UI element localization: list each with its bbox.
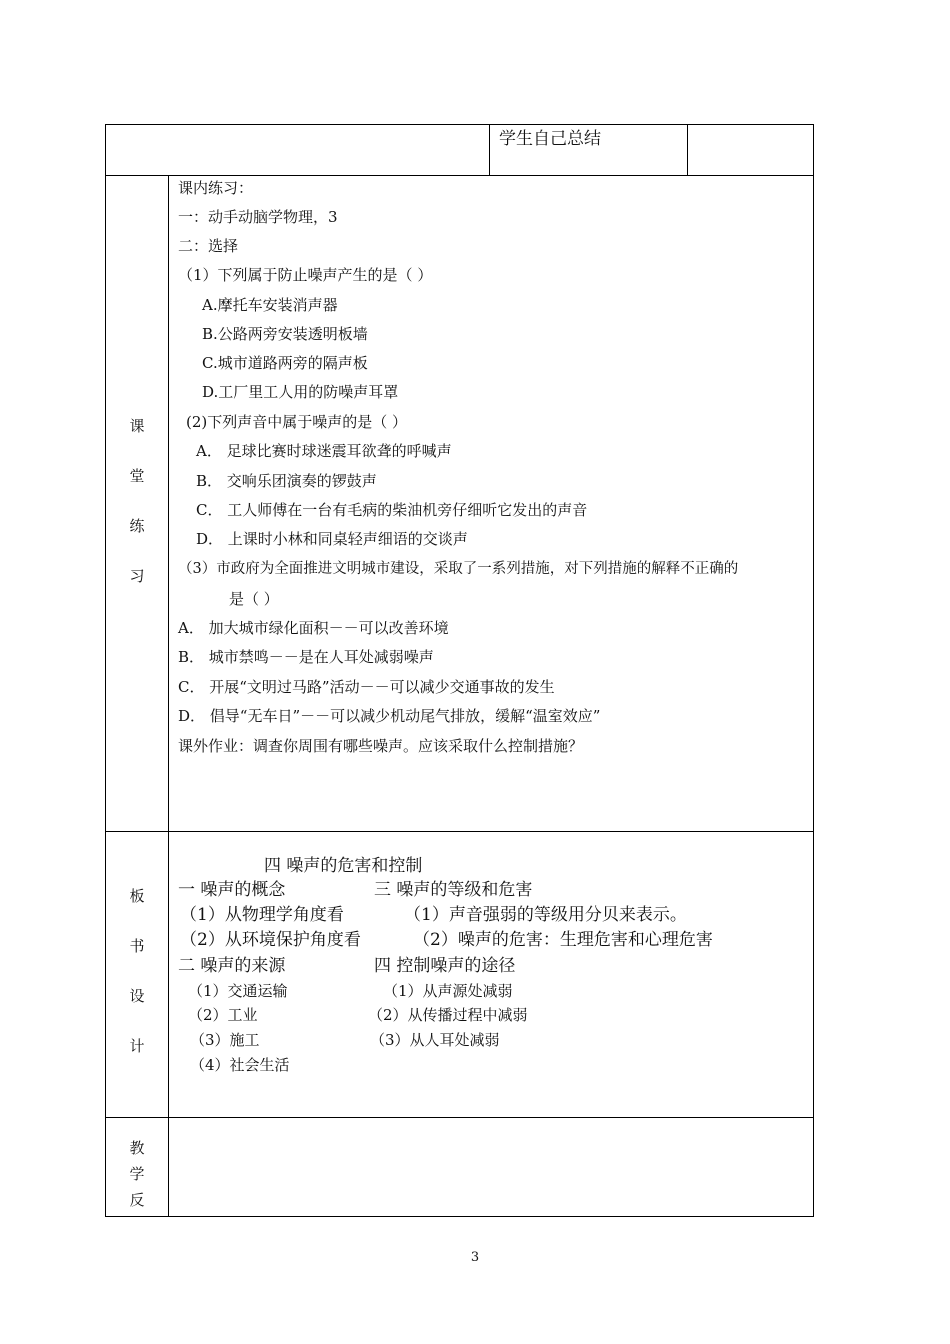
table-left-border: [105, 124, 106, 1216]
question-2-option-c: C． 工人师傅在一台有毛病的柴油机旁仔细听它发出的声音: [196, 501, 588, 519]
table-right-border: [813, 124, 814, 1216]
board-label-char-4: 计: [129, 1037, 145, 1055]
practice-line: 一：动手动脑学物理，3: [178, 208, 338, 226]
board-left-item: （2）从环境保护角度看: [180, 930, 361, 950]
page-number: 3: [470, 1250, 480, 1265]
board-right-item: （3）从人耳处减弱: [370, 1031, 500, 1049]
table-bottom-border: [105, 1216, 814, 1217]
board-title: 四 噪声的危害和控制: [264, 856, 423, 876]
question-1-option-d: D.工厂里工人用的防噪声耳罩: [202, 383, 399, 401]
question-1-option-c: C.城市道路两旁的隔声板: [202, 354, 368, 372]
question-3-option-c: C． 开展“文明过马路”活动－－可以减少交通事故的发生: [178, 678, 555, 696]
board-left-heading-1: 一 噪声的概念: [178, 880, 286, 900]
question-2-option-b: B． 交响乐团演奏的锣鼓声: [196, 472, 377, 490]
row-divider-1: [105, 175, 814, 176]
practice-label-char-1: 课: [129, 417, 145, 435]
board-right-item: （1）从声源处减弱: [383, 982, 513, 1000]
table-top-border: [105, 124, 814, 125]
summary-cell-text: 学生自己总结: [499, 129, 601, 149]
practice-line: 课内练习：: [178, 179, 254, 197]
board-left-item: （1）从物理学角度看: [180, 905, 344, 925]
board-right-item: （1）声音强弱的等级用分贝来表示。: [404, 905, 687, 925]
question-1: （1）下列属于防止噪声产生的是（ ）: [178, 266, 433, 284]
question-3-option-a: A． 加大城市绿化面积－－可以改善环境: [178, 619, 449, 637]
board-left-item: （3）施工: [190, 1031, 260, 1049]
top-row-divider-b: [687, 124, 688, 175]
board-right-heading-1: 三 噪声的等级和危害: [374, 880, 533, 900]
top-row-divider-a: [489, 124, 490, 175]
practice-label-char-4: 习: [129, 567, 145, 585]
board-right-heading-2: 四 控制噪声的途径: [374, 956, 516, 976]
board-label-char-1: 板: [129, 887, 145, 905]
board-label-char-3: 设: [129, 987, 145, 1005]
question-1-option-a: A.摩托车安装消声器: [202, 296, 338, 314]
question-2-option-a: A． 足球比赛时球迷震耳欲聋的呼喊声: [196, 442, 452, 460]
board-right-item: （2）噪声的危害：生理危害和心理危害: [413, 930, 713, 950]
row-divider-3: [105, 1117, 814, 1118]
board-label-char-2: 书: [129, 937, 145, 955]
board-left-item: （1）交通运输: [188, 982, 288, 1000]
practice-label-char-3: 练: [129, 517, 145, 535]
question-1-option-b: B.公路两旁安装透明板墙: [202, 325, 368, 343]
board-right-item: （2）从传播过程中减弱: [368, 1006, 528, 1024]
reflection-label-char-2: 学: [129, 1165, 145, 1183]
label-column-divider: [168, 175, 169, 1216]
question-3: （3）市政府为全面推进文明城市建设，采取了一系列措施，对下列措施的解释不正确的: [178, 561, 739, 577]
question-3-option-d: D． 倡导“无车日”－－可以减少机动尾气排放，缓解“温室效应”: [178, 707, 601, 725]
practice-label-char-2: 堂: [129, 467, 145, 485]
question-3-continuation: 是（ ）: [229, 590, 279, 608]
board-left-heading-2: 二 噪声的来源: [178, 956, 286, 976]
practice-line: 二：选择: [178, 237, 239, 255]
board-left-item: （4）社会生活: [190, 1056, 290, 1074]
question-3-option-b: B． 城市禁鸣－－是在人耳处减弱噪声: [178, 648, 434, 666]
row-divider-2: [105, 831, 814, 832]
homework-line: 课外作业：调查你周围有哪些噪声。应该采取什么控制措施？: [178, 737, 584, 755]
question-2: (2)下列声音中属于噪声的是（ ）: [186, 413, 408, 431]
reflection-label-char-1: 教: [129, 1139, 145, 1157]
board-left-item: （2）工业: [188, 1006, 258, 1024]
reflection-label-char-3: 反: [129, 1191, 145, 1209]
question-2-option-d: D． 上课时小林和同桌轻声细语的交谈声: [196, 530, 468, 548]
